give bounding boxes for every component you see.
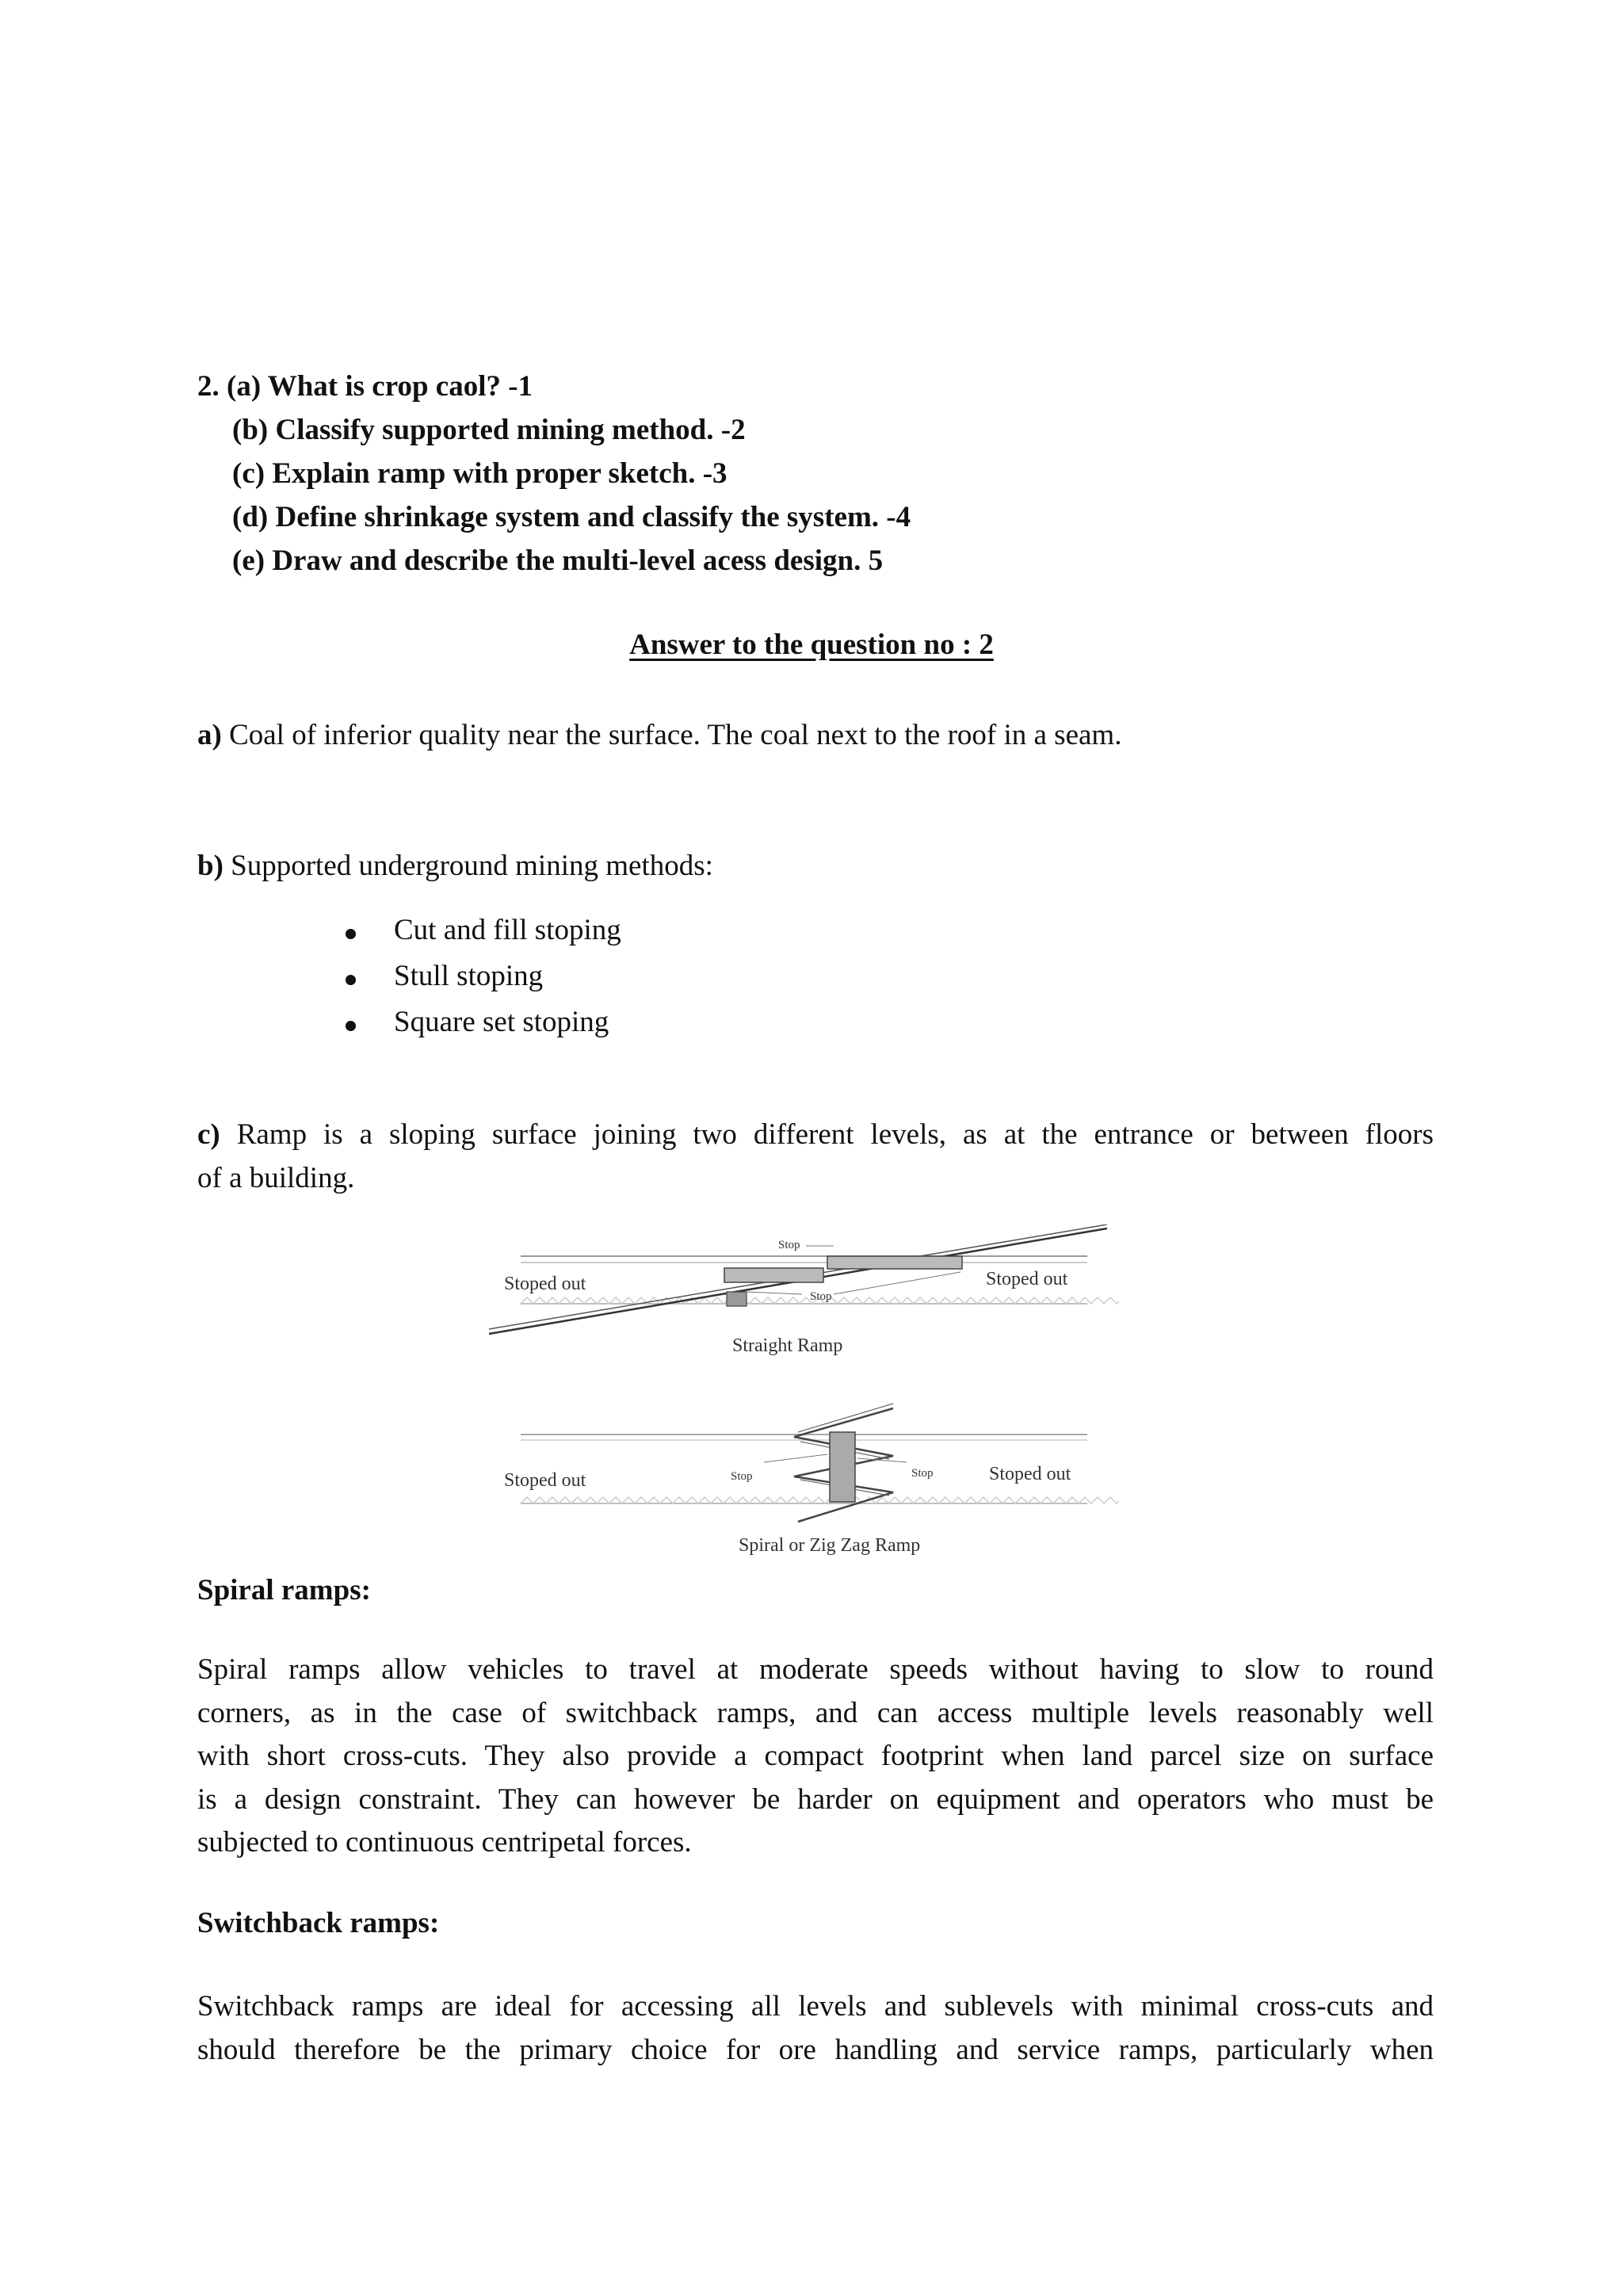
question-e: (e) Draw and describe the multi-level acess design. 5: [232, 544, 884, 577]
straight-right-label: Stoped out: [986, 1269, 1068, 1289]
answer-b-text: Supported underground mining methods:: [231, 850, 713, 882]
answer-a-text: Coal of inferior quality near the surface. The coal next to the roof in a seam.: [229, 719, 1122, 751]
straight-stop-bottom: Stop: [810, 1290, 832, 1303]
switchback-ramps-heading: Switchback ramps:: [197, 1907, 440, 1939]
answer-c: [197, 1114, 1434, 1200]
answer-c-label: c): [197, 1118, 220, 1151]
spiral-left-label: Stoped out: [504, 1470, 586, 1491]
question-c: (c) Explain ramp with proper sketch. -3: [232, 457, 727, 490]
spiral-ramp-diagram: [504, 1404, 1119, 1556]
straight-ramp-caption: Straight Ramp: [732, 1335, 843, 1356]
paragraph-line: with short cross-cuts. They also provide a compact footprint when land parcel size on surface: [197, 1740, 1434, 1772]
answer-b-label: b): [197, 850, 223, 882]
question-b: (b) Classify supported mining method. -2: [232, 414, 746, 446]
spiral-ramp-caption: Spiral or Zig Zag Ramp: [739, 1535, 921, 1556]
answer-c-line-1: Ramp is a sloping surface joining two different levels, as at the entrance or between floors: [236, 1118, 1434, 1151]
paragraph-line: should therefore be the primary choice for ore handling and service ramps, particularly when: [197, 2033, 1434, 2066]
spiral-ramps-heading: Spiral ramps:: [197, 1574, 371, 1606]
spiral-stop-left: Stop: [731, 1470, 753, 1483]
straight-ramp-diagram: [489, 1224, 1119, 1356]
paragraph-line: Spiral ramps allow vehicles to travel at moderate speeds without having to slow to round: [197, 1653, 1434, 1686]
question-d: (d) Define shrinkage system and classify the system. -4: [232, 501, 911, 533]
paragraph-line: corners, as in the case of switchback ramps, and can access multiple levels reasonably well: [197, 1696, 1434, 1729]
ramp-sketch-figure: [485, 1224, 1119, 1573]
straight-left-label: Stoped out: [504, 1274, 586, 1294]
bullet-dot: [346, 929, 356, 939]
spiral-stop-right: Stop: [911, 1467, 934, 1480]
answer-heading: Answer to the question no : 2: [629, 628, 994, 661]
spiral-right-label: Stoped out: [989, 1464, 1071, 1484]
question-a: 2. (a) What is crop caol? -1: [197, 370, 533, 403]
list-item: Cut and fill stoping: [394, 914, 621, 946]
answer-c-line-2: of a building.: [197, 1161, 355, 1194]
bullet-dot: [346, 975, 356, 985]
paragraph-line: Switchback ramps are ideal for accessing all levels and sublevels with minimal cross-cuts and: [197, 1990, 1434, 2023]
answer-b: [197, 844, 713, 888]
bullet-dot: [346, 1021, 356, 1031]
answer-a-label: a): [197, 719, 222, 751]
spiral-ramps-paragraph: [197, 1648, 1434, 1865]
paragraph-line: subjected to continuous centripetal forces.: [197, 1826, 692, 1859]
list-item: Stull stoping: [394, 960, 544, 992]
paragraph-line: is a design constraint. They can however be harder on equipment and operators who must be: [197, 1782, 1434, 1816]
answer-a: [197, 713, 1121, 757]
switchback-ramps-paragraph: [197, 1985, 1434, 2072]
straight-stop-top: Stop: [778, 1239, 800, 1251]
list-item: Square set stoping: [394, 1006, 609, 1038]
